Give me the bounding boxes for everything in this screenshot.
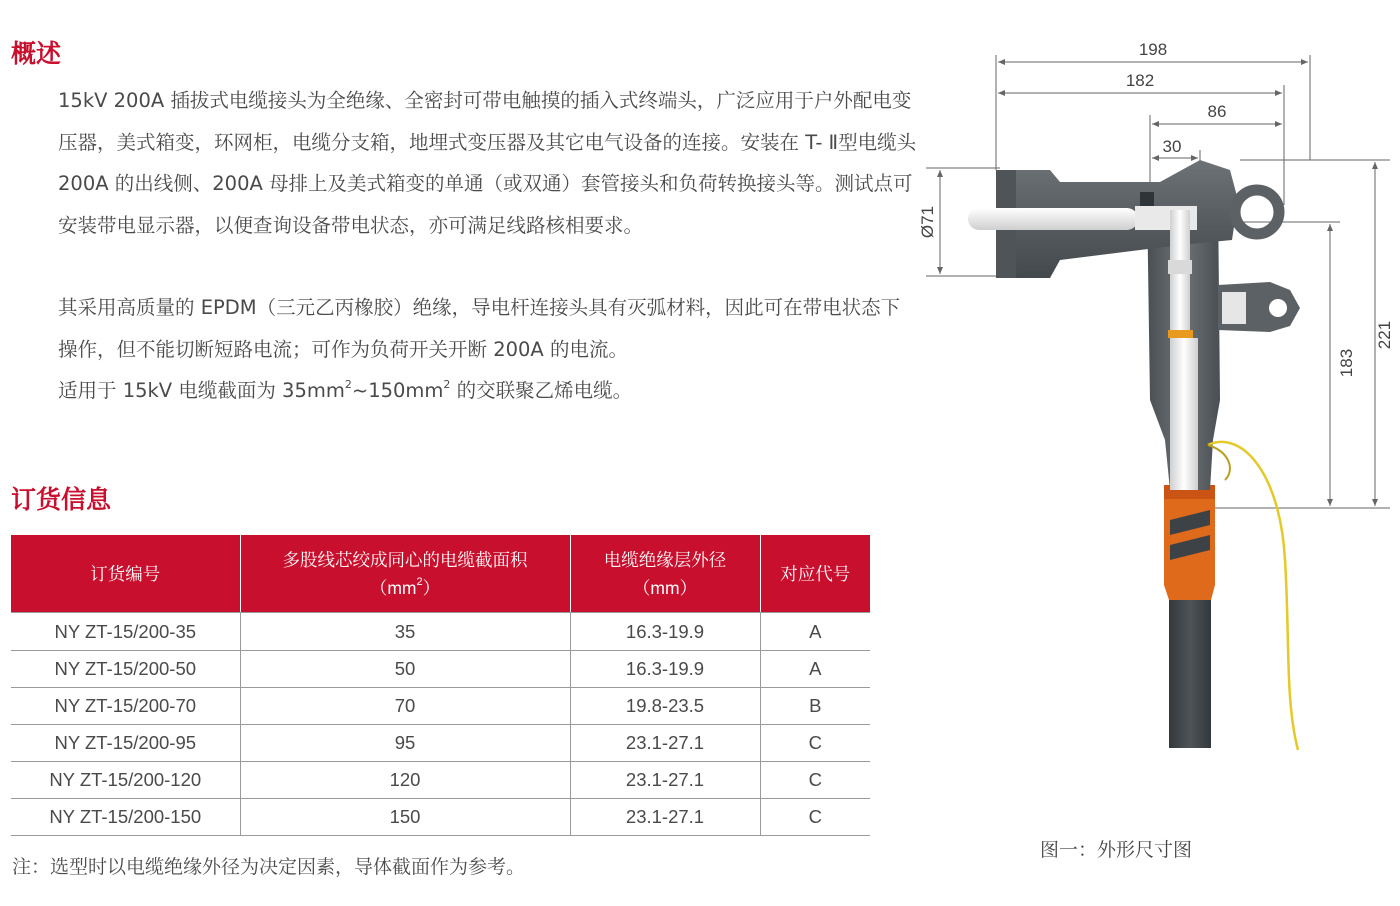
elbow-connector-drawing: [905, 30, 1400, 765]
overview-title: 概述: [11, 39, 62, 68]
overview-paragraph-1: 15kV 200A 插拔式电缆接头为全绝缘、全密封可带电触摸的插入式终端头，广泛应用于户外配电变压器，美式箱变，环网柜，电缆分支箱，地埋式变压器及其它电气设备的连接。安装在 T- Ⅱ型电缆头 200A 的出线侧、200A 母排上及美式箱变的单通（或双通）套管接头和负荷转换接头等。测试点可安装带电显示器，以便查询设备带电状态，亦可满足线路核相要求。: [58, 89, 917, 237]
header-insulation-diameter: [570, 535, 760, 613]
cable-insulation: [1170, 338, 1198, 490]
table-row: [11, 613, 870, 651]
cell-insulation-diameter: 23.1-27.1: [570, 725, 760, 762]
dim-182-label: 182: [1125, 71, 1155, 90]
cell-order-number: NY ZT-15/200-120: [11, 762, 240, 799]
dim-198-label: 198: [1138, 40, 1168, 59]
cell-cross-section: 35: [240, 613, 570, 651]
pulling-eye: [1235, 190, 1279, 234]
cell-cross-section: 120: [240, 762, 570, 799]
cell-insulation-diameter: 16.3-19.9: [570, 613, 760, 651]
header-insulation-label: 电缆绝缘层外径: [603, 549, 727, 570]
probe-pin: [968, 208, 1138, 230]
barrel-internal-seal: [1140, 192, 1154, 206]
overview-paragraph-2: 其采用高质量的 EPDM（三元乙丙橡胶）绝缘，导电杆连接头具有灭弧材料，因此可在带电状态下操作，但不能切断短路电流；可作为负荷开关开断 200A 的电流。: [58, 296, 901, 361]
table-row: [11, 651, 870, 688]
table-row: [11, 688, 870, 725]
test-point-hole: [1269, 299, 1287, 317]
dim-d71-label: Ø71: [918, 205, 937, 239]
test-point-cap: [1222, 292, 1246, 324]
table-row: [11, 799, 870, 836]
figure-caption: 图一：外形尺寸图: [1040, 839, 1193, 861]
cell-code: A: [760, 651, 870, 688]
para3-sup-2: 2: [443, 378, 451, 391]
header-cross-section-label: 多股线芯绞成同心的电缆截面积: [282, 549, 528, 570]
cell-insulation-diameter: 19.8-23.5: [570, 688, 760, 725]
para3-sup-1: 2: [344, 378, 352, 391]
cell-code: A: [760, 613, 870, 651]
cable-jacket: [1169, 600, 1211, 748]
header-order-number: 订货编号: [11, 535, 240, 613]
overview-paragraph-3: [12, 370, 918, 412]
cell-order-number: NY ZT-15/200-35: [11, 613, 240, 651]
table-row: [11, 762, 870, 799]
para3-middle: ~150mm: [351, 379, 444, 402]
connector-ring: [1168, 260, 1192, 274]
dim-30-label: 30: [1162, 137, 1182, 156]
para3-before: 适用于 15kV 电缆截面为 35mm: [58, 379, 345, 402]
cell-cross-section: 95: [240, 725, 570, 762]
cell-code: C: [760, 799, 870, 836]
cell-cross-section: 150: [240, 799, 570, 836]
cell-order-number: NY ZT-15/200-50: [11, 651, 240, 688]
table-header-row: [11, 535, 870, 613]
cell-insulation-diameter: 16.3-19.9: [570, 651, 760, 688]
cell-code: C: [760, 762, 870, 799]
para3-after: 的交联聚乙烯电缆。: [450, 379, 633, 402]
unit-open: （mm: [369, 577, 417, 598]
header-code: 对应代号: [760, 535, 870, 613]
table-footnote: 注：选型时以电缆绝缘外径为决定因素，导体截面作为参考。: [12, 856, 526, 878]
order-info-title: 订货信息: [11, 485, 112, 514]
connector-contact: [1168, 330, 1193, 338]
header-insulation-unit: （mm）: [632, 577, 698, 598]
cell-order-number: NY ZT-15/200-150: [11, 799, 240, 836]
header-cross-section-unit: [241, 574, 570, 602]
cell-order-number: NY ZT-15/200-95: [11, 725, 240, 762]
table-row: [11, 725, 870, 762]
dim-221-label: 221: [1375, 320, 1394, 350]
header-cross-section: [240, 535, 570, 613]
cell-code: C: [760, 725, 870, 762]
dim-183-label: 183: [1337, 348, 1356, 378]
cell-insulation-diameter: 23.1-27.1: [570, 762, 760, 799]
order-table: [11, 535, 870, 836]
ground-wire: [1208, 442, 1298, 750]
cell-order-number: NY ZT-15/200-70: [11, 688, 240, 725]
unit-sup: 2: [416, 575, 423, 588]
dim-86-label: 86: [1207, 102, 1227, 121]
cell-cross-section: 50: [240, 651, 570, 688]
cell-code: B: [760, 688, 870, 725]
unit-close: ）: [422, 577, 441, 598]
cell-insulation-diameter: 23.1-27.1: [570, 799, 760, 836]
cell-cross-section: 70: [240, 688, 570, 725]
